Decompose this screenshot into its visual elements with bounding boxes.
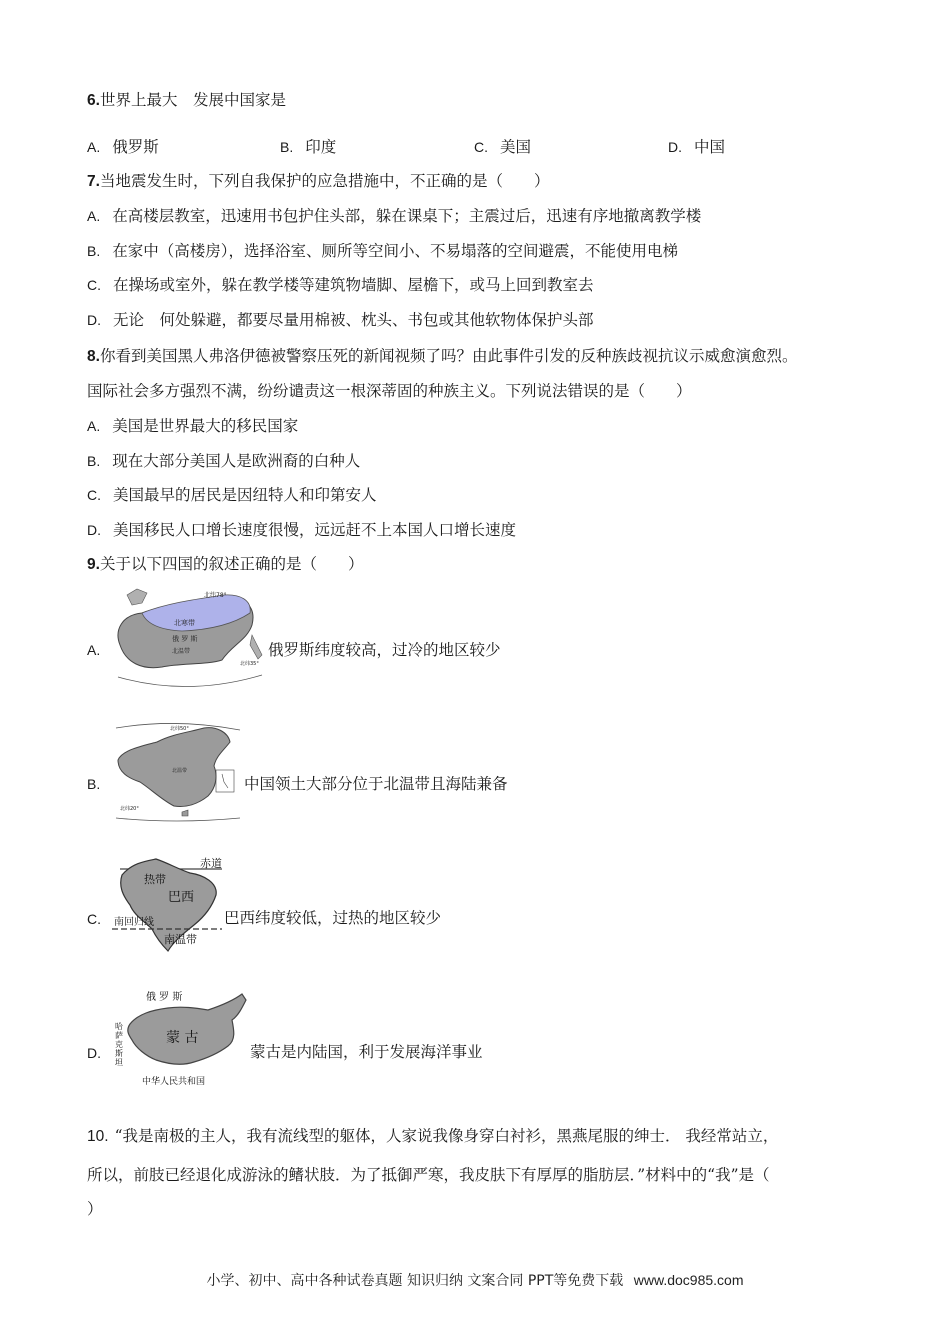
q7-option-d[interactable]: D. 无论 何处躲避，都要尽量用棉被、枕头、书包或其他软物体保护头部 <box>87 311 594 329</box>
q9-option-c-text[interactable]: 巴西纬度较低，过热的地区较少 <box>224 909 442 927</box>
mongolia-north-label: 俄 罗 斯 <box>146 992 183 1003</box>
page-footer <box>0 1270 950 1290</box>
brazil-temperate-label: 南温带 <box>164 933 197 946</box>
q8-option-d[interactable]: D. 美国移民人口增长速度很慢，远远赶不上本国人口增长速度 <box>87 521 517 539</box>
q8-option-c[interactable]: C. 美国最早的居民是因纽特人和印第安人 <box>87 486 377 504</box>
q9-option-b-text[interactable]: 中国领土大部分位于北温带且海陆兼备 <box>244 775 508 793</box>
q6-number: 6. <box>87 92 100 109</box>
china-lat-bottom-label: 北纬20° <box>120 806 139 812</box>
q6-option-c[interactable]: C. 美国 <box>474 138 532 156</box>
q7-option-b[interactable]: B. 在家中（高楼房），选择浴室、厕所等空间小、不易塌落的空间避震，不能使用电梯 <box>87 242 678 260</box>
q6-option-b[interactable]: B. 印度 <box>280 138 337 156</box>
china-map-image <box>112 720 242 822</box>
brazil-map-image <box>112 855 224 955</box>
mongolia-country-label: 蒙 古 <box>166 1030 199 1046</box>
q6-stem-text: 世界上最大 发展中国家是 <box>99 91 286 109</box>
q8-stem-line1: 8.你看到美国黑人弗洛伊德被警察压死的新闻视频了吗？由此事件引发的反种族歧视抗议示威愈演愈烈。 <box>87 347 798 365</box>
russia-frigid-label: 北寒带 <box>174 619 195 627</box>
q9-option-a-letter[interactable]: A. <box>87 642 101 658</box>
q9-option-c-letter[interactable]: C. <box>87 911 101 927</box>
mongolia-south-label: 中华人民共和国 <box>142 1077 206 1087</box>
q9-option-b-letter[interactable]: B. <box>87 776 101 792</box>
q10-line2: 所以，前肢已经退化成游泳的鳍状肢．为了抵御严寒，我皮肤下有厚厚的脂肪层．”材料中的“我”是（ <box>87 1166 770 1184</box>
q7-option-c[interactable]: C. 在操场或室外，躲在教学楼等建筑物墙脚、屋檐下，或马上回到教室去 <box>87 276 594 294</box>
q6-option-a[interactable]: A. 俄罗斯 <box>87 138 159 156</box>
q8-option-a[interactable]: A. 美国是世界最大的移民国家 <box>87 417 299 435</box>
q9-option-a-text[interactable]: 俄罗斯纬度较高，过冷的地区较少 <box>268 641 501 659</box>
mongolia-west-label: 哈萨克斯坦 <box>115 1022 123 1067</box>
brazil-country-label: 巴西 <box>168 890 195 905</box>
q9-option-d-text[interactable]: 蒙古是内陆国，利于发展海洋事业 <box>250 1043 483 1061</box>
q9-stem: 9.关于以下四国的叙述正确的是（ ） <box>87 555 364 573</box>
q6-stem <box>87 89 286 112</box>
russia-country-label: 俄 罗 斯 <box>172 635 198 643</box>
q6-option-d[interactable]: D. 中国 <box>668 138 726 156</box>
q8-option-b[interactable]: B. 现在大部分美国人是欧洲裔的白种人 <box>87 452 361 470</box>
china-zone-label: 北温带 <box>172 768 188 774</box>
russia-temperate-label: 北温带 <box>172 648 191 655</box>
russia-lat2-label: 北纬35° <box>240 661 259 667</box>
q7-stem: 7.当地震发生时，下列自我保护的应急措施中，不正确的是（ ） <box>87 172 550 190</box>
russia-lat-label: 北纬78° <box>204 592 227 599</box>
mongolia-map-image <box>112 986 250 1090</box>
q8-stem-line2: 国际社会多方强烈不满，纷纷谴责这一根深蒂固的种族主义。下列说法错误的是（ ） <box>87 382 692 400</box>
brazil-equator-label: 赤道 <box>200 857 222 870</box>
footer-text: 小学、初中、高中各种试卷真题 知识归纳 文案合同 PPT等免费下载 <box>206 1273 624 1289</box>
russia-map-image <box>112 585 264 690</box>
q10-line3: ） <box>87 1200 103 1218</box>
q7-option-a[interactable]: A. 在高楼层教室，迅速用书包护住头部，躲在课桌下；主震过后，迅速有序地撤离教学楼 <box>87 207 702 225</box>
brazil-tropic-zone-label: 热带 <box>144 873 166 886</box>
footer-link[interactable]: www.doc985.com <box>633 1272 744 1288</box>
china-lat-top-label: 北纬50° <box>170 726 189 732</box>
q10-line1: 10. “我是南极的主人，我有流线型的躯体，人家说我像身穿白衬衫，黑燕尾服的绅士． 我经常站立， <box>87 1127 779 1145</box>
q9-option-d-letter[interactable]: D. <box>87 1045 101 1061</box>
brazil-tropic-line-label: 南回归线 <box>114 917 154 928</box>
